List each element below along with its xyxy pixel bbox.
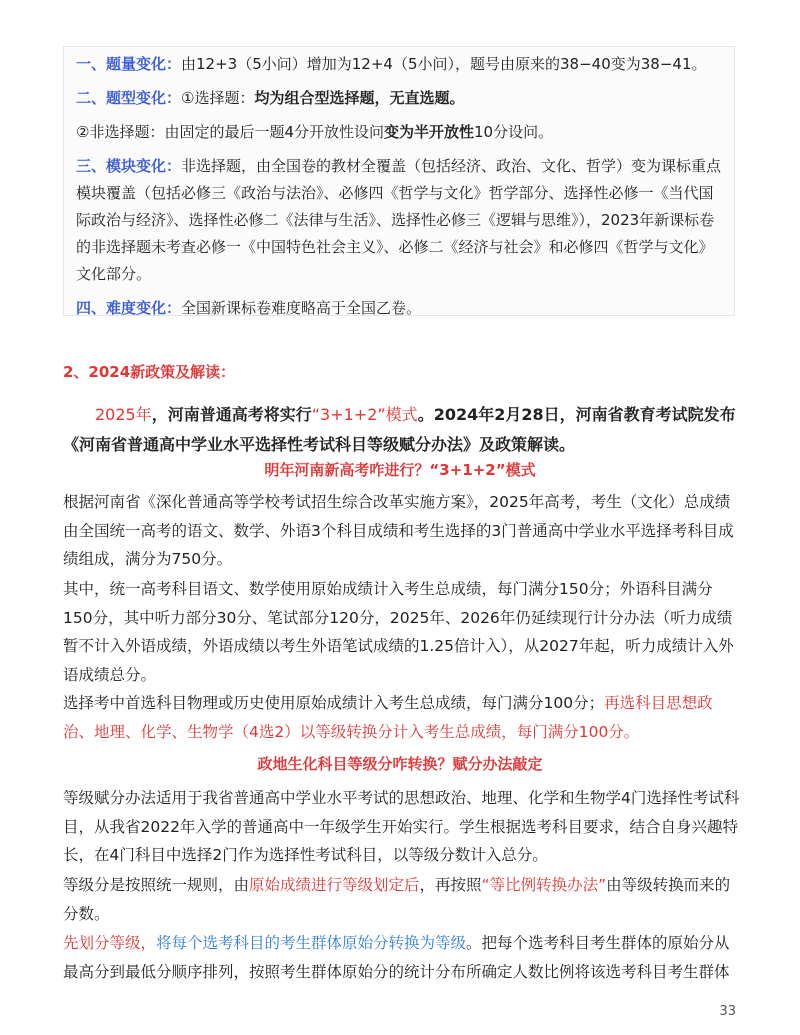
grade-text-b: ，再按照 [419, 876, 482, 894]
paragraph-subject-scores: 其中，统一高考科目语文、数学使用原始成绩计入考生总成绩，每门满分150分；外语科目满分150分，其中听力部分30分、笔试部分120分，2025年、2026年仍延续现行计分办法（听力成绩暂不计入外语成绩，外语成绩以考生外语笔试成绩的1.25倍计入），从2027年起，听力成绩计入外语成绩总分。 [63, 580, 734, 684]
change-quantity [76, 51, 724, 78]
text-type-a: ①选择题： [181, 89, 255, 107]
elective-text: 选择考中首选科目物理或历史使用原始成绩计入考生总成绩，每门满分100分； [63, 694, 605, 712]
text-nonchoice-a: ②非选择题：由固定的最后一题4分开放性设问 [76, 123, 384, 141]
change-module [76, 153, 724, 288]
text-nonchoice-b: 10分设问。 [474, 123, 554, 141]
paragraph-total-score: 根据河南省《深化普通高等学校考试招生综合改革实施方案》，2025年高考，考生（文化）总成绩由全国统一高考的语文、数学、外语3个科目成绩和考生选择的3门普通高中学业水平选择考科目成绩组成，满分为750分。 [63, 493, 734, 568]
lead-text-b: 。2024年2月28日，河南省教育考试院发布《河南省普通高中学业水平选择性考试科目等级赋分办法》及政策解读。 [63, 405, 736, 454]
label-module: 三、模块变化： [76, 157, 182, 175]
summary-box [63, 46, 735, 316]
grade-text-a: 等级分是按照统一规则，由 [63, 876, 250, 894]
level-text: 。把每个选考科目考生群体的原始分从最高分到最低分顺序排列，按照考生群体原始分的统计分布所确定人数比例将该选考科目考生群体 [63, 934, 730, 981]
lead-text-a: ，河南普通高考将实行 [151, 405, 312, 424]
text-nonchoice-bold: 变为半开放性 [384, 123, 475, 141]
paragraph-level-division [63, 929, 741, 986]
grade-text-c: 由等级转换而来的分数。 [63, 876, 731, 923]
grade-red-a: 原始成绩进行等级划定后 [249, 876, 420, 894]
lead-red-a: 2025年 [95, 405, 152, 424]
change-difficulty [76, 295, 724, 322]
label-type: 二、题型变化： [76, 89, 182, 107]
grade-red-b: “等比例转换办法” [481, 876, 607, 894]
paragraph-grading-scope: 等级赋分办法适用于我省普通高中学业水平考试的思想政治、地理、化学和生物学4门选择性考试科目，从我省2022年入学的普通高中一年级学生开始实行。学生根据选考科目要求，结合自身兴趣特长，在4门科目中选择2门作为选择性考试科目，以等级分数计入总分。 [63, 789, 740, 864]
heading-model: 明年河南新高考咋进行？“3+1+2”模式 [264, 461, 536, 479]
page-number: 33 [719, 1004, 736, 1019]
label-quantity: 一、题量变化： [76, 55, 182, 73]
change-type [76, 85, 724, 112]
text-difficulty: 全国新课标卷难度略高于全国乙卷。 [181, 299, 422, 317]
text-quantity: 由12+3（5小问）增加为12+4（5小问），题号由原来的38−40变为38−41。 [181, 55, 707, 73]
heading-conversion: 政地生化科目等级分咋转换？赋分办法敲定 [257, 755, 543, 773]
lead-red-b: “3+1+2”模式 [311, 405, 418, 424]
text-module: 非选择题，由全国卷的教材全覆盖（包括经济、政治、文化、哲学）变为课标重点模块覆盖（包括必修三《政治与法治》、必修四《哲学与文化》哲学部分、选择性必修一《当代国际政治与经济》、选择性必修二《法律与生活》、选择性必修三《逻辑与思维》），2023年新课标卷的非选择题未考查必修一《中国特色社会主义》、必修二《经济与社会》和必修四《哲学与文化》文化部分。 [76, 157, 722, 283]
paragraph-grade-definition [63, 871, 741, 928]
text-type-bold: 均为组合型选择题，无直选题。 [254, 89, 465, 107]
level-blue: 将每个选考科目的考生群体原始分转换为等级 [156, 934, 467, 952]
section-title: 2、2024新政策及解读： [63, 363, 236, 381]
elective-red: 再选科目思想政治、地理、化学、生物学（4选2）以等级转换分计入考生总成绩，每门满分100分。 [63, 694, 713, 741]
level-red: 先划分等级， [63, 934, 157, 952]
lead-paragraph [63, 400, 738, 460]
paragraph-elective [63, 689, 741, 746]
change-type-nonchoice [76, 119, 724, 146]
label-difficulty: 四、难度变化： [76, 299, 182, 317]
